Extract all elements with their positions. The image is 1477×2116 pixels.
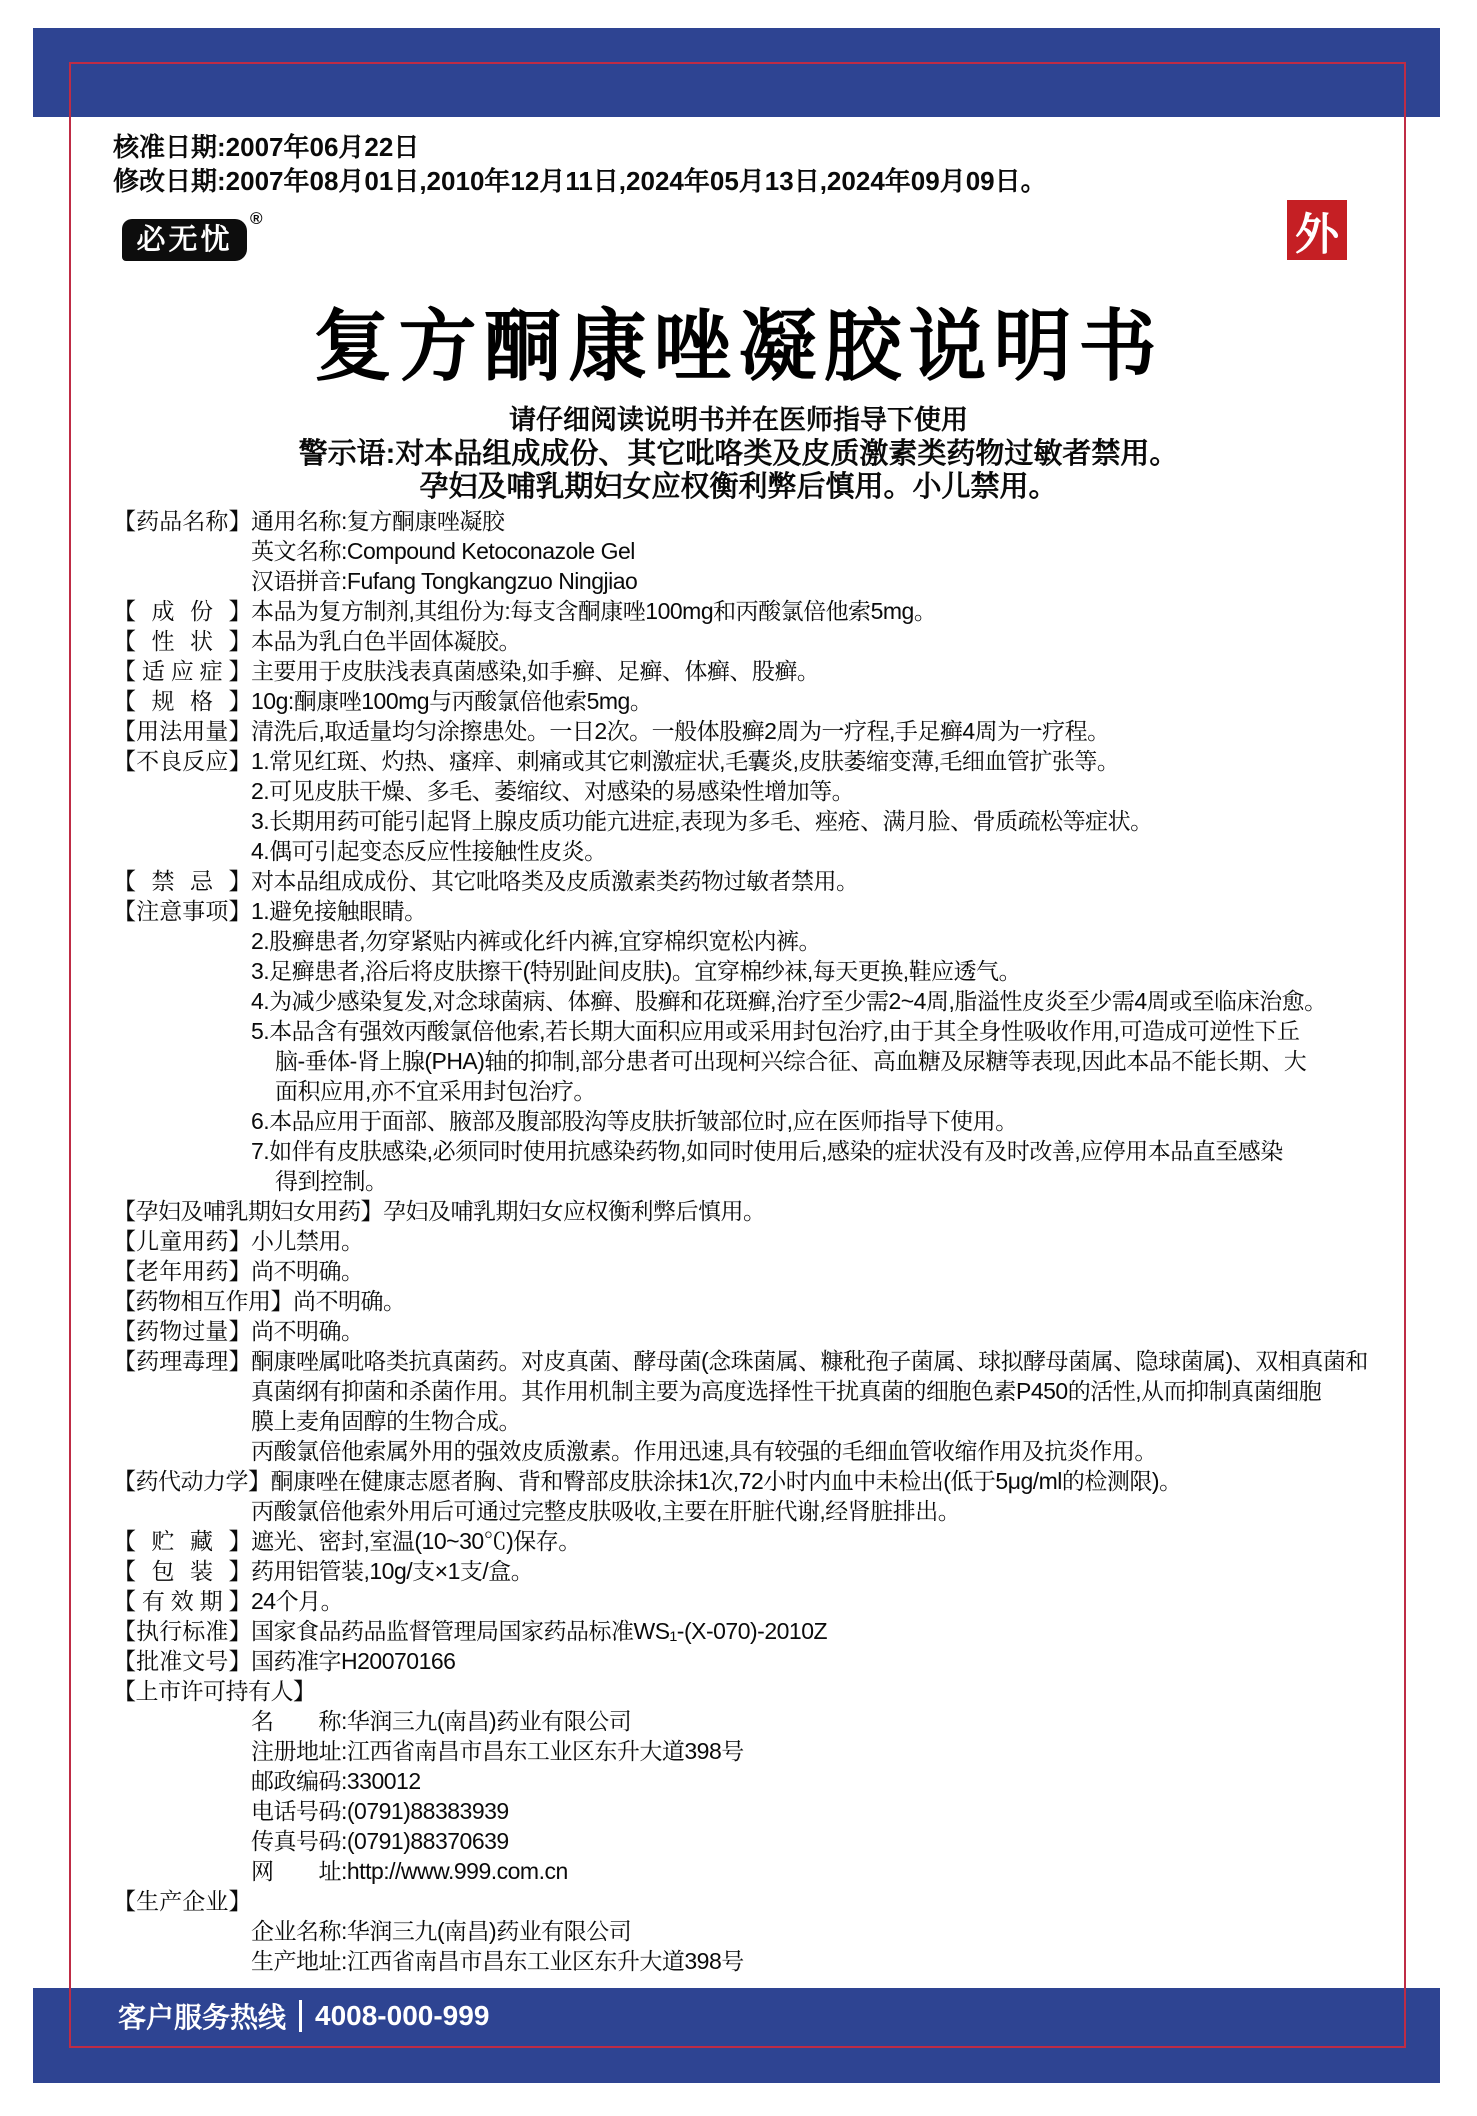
insert-line	[113, 506, 1413, 536]
section-text: 7.如伴有皮肤感染,必须同时使用抗感染药物,如同时使用后,感染的症状没有及时改善,应停用本品直至感染	[251, 1138, 1283, 1164]
section-text: 真菌纲有抑菌和杀菌作用。其作用机制主要为高度选择性干扰真菌的细胞色素P450的活性,从而抑制真菌细胞	[251, 1378, 1322, 1404]
insert-line	[113, 1346, 1413, 1376]
section-text: 1.常见红斑、灼热、瘙痒、刺痛或其它刺激症状,毛囊炎,皮肤萎缩变薄,毛细血管扩张等。	[251, 748, 1120, 774]
insert-line	[113, 1616, 1413, 1646]
section-text: 5.本品含有强效丙酸氯倍他索,若长期大面积应用或采用封包治疗,由于其全身性吸收作用,可造成可逆性下丘	[251, 1018, 1300, 1044]
section-label: 【包装】	[113, 1558, 251, 1584]
insert-line	[113, 686, 1413, 716]
insert-line	[113, 1676, 1413, 1706]
insert-line	[113, 1466, 1413, 1496]
hotline-label: 客户服务热线	[118, 2002, 287, 2033]
date-block	[113, 130, 1047, 198]
brand-logo: 必无忧	[122, 219, 247, 261]
read-instruction-subtitle: 请仔细阅读说明书并在医师指导下使用	[509, 405, 968, 435]
insert-line	[113, 806, 1413, 836]
section-text: 主要用于皮肤浅表真菌感染,如手癣、足癣、体癣、股癣。	[251, 658, 820, 684]
section-text: 尚不明确。	[251, 1318, 364, 1344]
section-label: 【成份】	[113, 598, 251, 624]
approval-date-line: 核准日期:2007年06月22日	[113, 132, 420, 162]
section-text: 传真号码:(0791)88370639	[251, 1828, 509, 1854]
insert-line	[113, 1766, 1413, 1796]
hotline-divider-bar	[299, 2000, 302, 2032]
section-text: 邮政编码:330012	[251, 1768, 421, 1794]
section-text: 注册地址:江西省南昌市昌东工业区东升大道398号	[251, 1738, 744, 1764]
section-text: 脑-垂体-肾上腺(PHA)轴的抑制,部分患者可出现柯兴综合征、高血糖及尿糖等表现,因此本品不能长期、大	[275, 1048, 1307, 1074]
insert-line	[113, 536, 1413, 566]
section-label: 【药物相互作用】	[113, 1288, 293, 1314]
section-label: 【用法用量】	[113, 718, 251, 744]
insert-line	[113, 626, 1413, 656]
insert-line	[113, 866, 1413, 896]
section-label: 【儿童用药】	[113, 1228, 251, 1254]
insert-line	[113, 1946, 1413, 1976]
insert-line	[113, 1586, 1413, 1616]
section-label: 【性状】	[113, 628, 251, 654]
section-text: 遮光、密封,室温(10~30℃)保存。	[251, 1528, 581, 1554]
section-label: 【禁忌】	[113, 868, 251, 894]
insert-line	[113, 746, 1413, 776]
section-text: 生产地址:江西省南昌市昌东工业区东升大道398号	[251, 1948, 744, 1974]
customer-service-hotline	[118, 1996, 489, 2036]
section-text: 尚不明确。	[251, 1258, 364, 1284]
section-text: 酮康唑在健康志愿者胸、背和臀部皮肤涂抹1次,72小时内血中未检出(低于5μg/ml的检测限)。	[270, 1468, 1182, 1494]
section-text: 24个月。	[251, 1588, 344, 1614]
insert-line	[113, 1076, 1413, 1106]
revision-date-line: 修改日期:2007年08月01日,2010年12月11日,2024年05月13日,2024年09月09日。	[113, 166, 1047, 196]
section-text: 2.股癣患者,勿穿紧贴内裤或化纤内裤,宜穿棉织宽松内裤。	[251, 928, 821, 954]
section-text: 丙酸氯倍他索属外用的强效皮质激素。作用迅速,具有较强的毛细血管收缩作用及抗炎作用。	[251, 1438, 1157, 1464]
section-label: 【生产企业】	[113, 1888, 251, 1914]
section-text: 英文名称:Compound Ketoconazole Gel	[251, 538, 635, 564]
section-text: 2.可见皮肤干燥、多毛、萎缩纹、对感染的易感染性增加等。	[251, 778, 855, 804]
section-text: 孕妇及哺乳期妇女应权衡利弊后慎用。	[383, 1198, 766, 1224]
section-text: 本品为乳白色半固体凝胶。	[251, 628, 521, 654]
section-label: 【药代动力学】	[113, 1468, 271, 1494]
section-text: 4.为减少感染复发,对念球菌病、体癣、股癣和花斑癣,治疗至少需2~4周,脂溢性皮炎至少需4周或至临床治愈。	[251, 988, 1327, 1014]
section-text: 国家食品药品监督管理局国家药品标准WS₁-(X-070)-2010Z	[251, 1618, 828, 1644]
insert-line	[113, 1226, 1413, 1256]
insert-line	[113, 926, 1413, 956]
section-label: 【药理毒理】	[113, 1348, 251, 1374]
insert-line	[113, 896, 1413, 926]
insert-line	[113, 596, 1413, 626]
insert-line	[113, 1706, 1413, 1736]
section-text: 对本品组成成份、其它吡咯类及皮质激素类药物过敏者禁用。	[251, 868, 859, 894]
insert-line	[113, 716, 1413, 746]
section-label: 【孕妇及哺乳期妇女用药】	[113, 1198, 383, 1224]
insert-line	[113, 1316, 1413, 1346]
section-text: 面积应用,亦不宜采用封包治疗。	[275, 1078, 596, 1104]
insert-line	[113, 1106, 1413, 1136]
body-text	[113, 506, 1413, 1976]
insert-line	[113, 1736, 1413, 1766]
insert-line	[113, 1136, 1413, 1166]
section-text: 小儿禁用。	[251, 1228, 364, 1254]
insert-line	[113, 1796, 1413, 1826]
section-text: 电话号码:(0791)88383939	[251, 1798, 509, 1824]
section-text: 3.足癣患者,浴后将皮肤擦干(特别趾间皮肤)。宜穿棉纱袜,每天更换,鞋应透气。	[251, 958, 1022, 984]
insert-line	[113, 1646, 1413, 1676]
insert-line	[113, 1526, 1413, 1556]
section-label: 【贮藏】	[113, 1528, 251, 1554]
section-text: 3.长期用药可能引起肾上腺皮质功能亢进症,表现为多毛、痤疮、满月脸、骨质疏松等症状。	[251, 808, 1153, 834]
section-text: 10g:酮康唑100mg与丙酸氯倍他索5mg。	[251, 688, 653, 714]
insert-line	[113, 566, 1413, 596]
insert-line	[113, 1376, 1413, 1406]
warning-line-1: 警示语:对本品组成成份、其它吡咯类及皮质激素类药物过敏者禁用。	[298, 438, 1179, 470]
section-text: 6.本品应用于面部、腋部及腹部股沟等皮肤折皱部位时,应在医师指导下使用。	[251, 1108, 1018, 1134]
insert-line	[113, 656, 1413, 686]
insert-line	[113, 1406, 1413, 1436]
section-text: 1.避免接触眼睛。	[251, 898, 427, 924]
insert-line	[113, 986, 1413, 1016]
section-text: 网 址:http://www.999.com.cn	[251, 1858, 568, 1884]
section-label: 【适应症】	[113, 658, 251, 684]
external-use-badge: 外	[1287, 200, 1347, 260]
section-label: 【上市许可持有人】	[113, 1678, 316, 1704]
section-label: 【注意事项】	[113, 898, 251, 924]
insert-line	[113, 1196, 1413, 1226]
insert-line	[113, 1856, 1413, 1886]
section-label: 【不良反应】	[113, 748, 251, 774]
insert-line	[113, 1916, 1413, 1946]
warning-line-2: 孕妇及哺乳期妇女应权衡利弊后慎用。小儿禁用。	[419, 471, 1058, 503]
section-text: 名 称:华润三九(南昌)药业有限公司	[251, 1708, 632, 1734]
insert-line	[113, 1556, 1413, 1586]
insert-line	[113, 1166, 1413, 1196]
insert-line	[113, 776, 1413, 806]
section-label: 【规格】	[113, 688, 251, 714]
insert-line	[113, 1496, 1413, 1526]
section-text: 清洗后,取适量均匀涂擦患处。一日2次。一般体股癣2周为一疗程,手足癣4周为一疗程。	[251, 718, 1110, 744]
section-label: 【执行标准】	[113, 1618, 251, 1644]
section-label: 【药品名称】	[113, 508, 251, 534]
insert-line	[113, 1886, 1413, 1916]
top-blue-bar	[33, 28, 1440, 117]
section-text: 丙酸氯倍他索外用后可通过完整皮肤吸收,主要在肝脏代谢,经肾脏排出。	[251, 1498, 961, 1524]
section-text: 企业名称:华润三九(南昌)药业有限公司	[251, 1918, 632, 1944]
insert-line	[113, 1436, 1413, 1466]
insert-line	[113, 1016, 1413, 1046]
registered-trademark-mark: ®	[250, 209, 263, 228]
section-text: 国药准字H20070166	[251, 1648, 456, 1674]
insert-line	[113, 1826, 1413, 1856]
section-text: 尚不明确。	[293, 1288, 406, 1314]
section-text: 4.偶可引起变态反应性接触性皮炎。	[251, 838, 607, 864]
insert-line	[113, 1046, 1413, 1076]
section-label: 【批准文号】	[113, 1648, 251, 1674]
section-label: 【药物过量】	[113, 1318, 251, 1344]
insert-line	[113, 836, 1413, 866]
section-text: 药用铝管装,10g/支×1支/盒。	[251, 1558, 534, 1584]
section-text: 通用名称:复方酮康唑凝胶	[251, 508, 505, 534]
section-label: 【有效期】	[113, 1588, 251, 1614]
section-text: 汉语拼音:Fufang Tongkangzuo Ningjiao	[251, 568, 638, 594]
section-text: 本品为复方制剂,其组份为:每支含酮康唑100mg和丙酸氯倍他索5mg。	[251, 598, 937, 624]
section-text: 得到控制。	[275, 1168, 388, 1194]
section-label: 【老年用药】	[113, 1258, 251, 1284]
section-text: 酮康唑属吡咯类抗真菌药。对皮真菌、酵母菌(念珠菌属、糠秕孢子菌属、球拟酵母菌属、隐球菌属)、双相真菌和	[251, 1348, 1368, 1374]
hotline-number: 4008-000-999	[315, 2000, 490, 2031]
section-text: 膜上麦角固醇的生物合成。	[251, 1408, 521, 1434]
insert-line	[113, 1286, 1413, 1316]
page-title: 复方酮康唑凝胶说明书	[313, 302, 1164, 390]
insert-line	[113, 956, 1413, 986]
insert-line	[113, 1256, 1413, 1286]
